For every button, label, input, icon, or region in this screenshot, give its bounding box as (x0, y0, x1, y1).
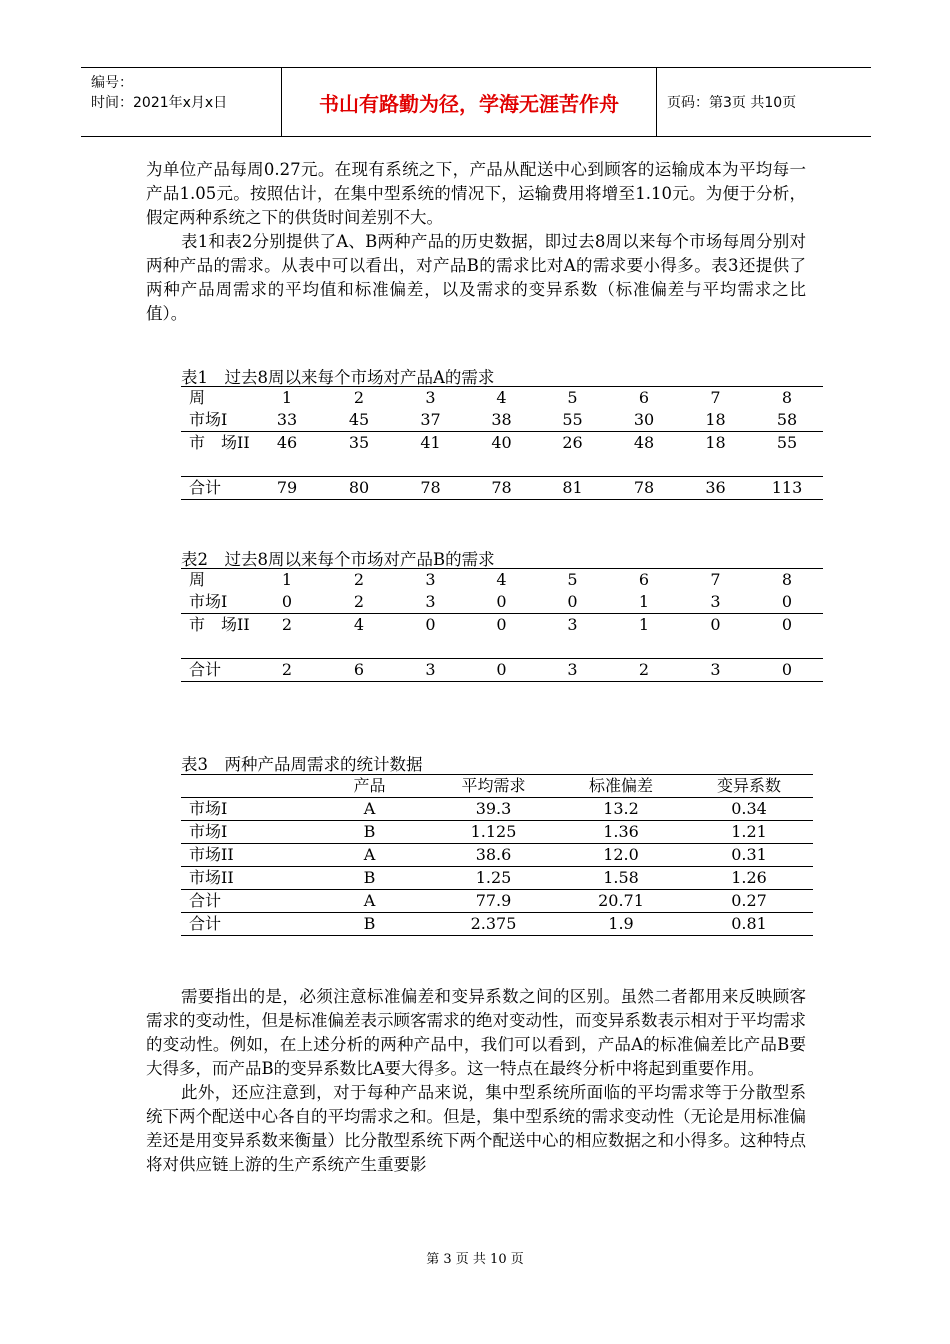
table2-cell: 4 (323, 614, 395, 659)
table2-cell: 0 (466, 659, 537, 682)
table2-cell: 3 (537, 614, 608, 659)
table1-row (181, 432, 823, 477)
table2-cell: 2 (608, 659, 680, 682)
table3-row (181, 913, 813, 936)
table3-cell: 1.125 (430, 821, 557, 844)
page-footer: 第 3 页 共 10 页 (426, 1252, 524, 1267)
table1-header-cell: 周 (181, 387, 251, 410)
header-slogan: 书山有路勤为径，学海无涯苦作舟 (282, 68, 657, 136)
table1-cell: 30 (608, 409, 680, 432)
table1-header-cell: 6 (608, 387, 680, 410)
table2-cell: 0 (395, 614, 466, 659)
body-text-top (146, 158, 806, 326)
table1-cell: 37 (395, 409, 466, 432)
table2-header-cell: 8 (751, 569, 823, 592)
table2-header-cell: 6 (608, 569, 680, 592)
table1-cell: 80 (323, 477, 395, 500)
table1-cell: 33 (251, 409, 323, 432)
table2-cell: 0 (680, 614, 751, 659)
table2-cell: 3 (395, 659, 466, 682)
table1-header-cell: 7 (680, 387, 751, 410)
paragraph-4: 此外，还应注意到，对于每种产品来说，集中型系统所面临的平均需求等于分散型系统下两个配送中心各自的平均需求之和。但是，集中型系统的需求变动性（无论是用标准偏差还是用变异系数来衡量）比分散型系统下两个配送中心的相应数据之和小得多。这种特点将对供应链上游的生产系统产生重要影 (146, 1083, 806, 1174)
table2-cell: 0 (751, 659, 823, 682)
table3-header-cell: 标准偏差 (557, 775, 685, 798)
table1-cell: 113 (751, 477, 823, 500)
table1-cell: 38 (466, 409, 537, 432)
table2 (181, 568, 823, 682)
table1-row (181, 409, 823, 432)
table3-cell: 0.34 (685, 798, 813, 821)
table3-cell: 0.27 (685, 890, 813, 913)
table2-cell: 3 (537, 659, 608, 682)
table2-caption: 表2 过去8周以来每个市场对产品B的需求 (181, 550, 495, 569)
header-meta (81, 68, 282, 136)
table3-cell: 市场I (181, 798, 309, 821)
table2-cell: 0 (466, 591, 537, 614)
table2-cell: 市场I (181, 591, 251, 614)
table2-row (181, 591, 823, 614)
table3-cell: 0.31 (685, 844, 813, 867)
table1-cell: 36 (680, 477, 751, 500)
table3-cell: 12.0 (557, 844, 685, 867)
table3-cell: 合计 (181, 913, 309, 936)
table1-cell: 58 (751, 409, 823, 432)
table3-header-cell (181, 775, 309, 798)
table1-caption: 表1 过去8周以来每个市场对产品A的需求 (181, 368, 495, 387)
paragraph-2: 表1和表2分别提供了A、B两种产品的历史数据，即过去8周以来每个市场每周分别对两种产品的需求。从表中可以看出，对产品B的需求比对A的需求要小得多。表3还提供了两种产品周需求的平均值和标准偏差，以及需求的变异系数（标准偏差与平均需求之比值）。 (146, 232, 806, 323)
table3-cell: A (309, 890, 430, 913)
table3 (181, 774, 813, 936)
table1-header-cell: 4 (466, 387, 537, 410)
table2-cell: 合计 (181, 659, 251, 682)
table2-cell: 1 (608, 591, 680, 614)
table1-cell: 26 (537, 432, 608, 477)
table3-cell: 77.9 (430, 890, 557, 913)
table1-cell: 78 (608, 477, 680, 500)
table1-cell: 46 (251, 432, 323, 477)
body-text-bottom (146, 985, 806, 1177)
table2-cell: 3 (680, 591, 751, 614)
table3-cell: B (309, 913, 430, 936)
table1 (181, 386, 823, 500)
table2-cell: 0 (537, 591, 608, 614)
table1-cell: 市场I (181, 409, 251, 432)
table3-row (181, 798, 813, 821)
table1-cell: 18 (680, 409, 751, 432)
table1-header-cell: 2 (323, 387, 395, 410)
table2-cell: 0 (751, 591, 823, 614)
table1-cell: 48 (608, 432, 680, 477)
table2-header-row (181, 569, 823, 592)
table3-cell: 市场II (181, 867, 309, 890)
paragraph-3: 需要指出的是，必须注意标准偏差和变异系数之间的区别。虽然二者都用来反映顾客需求的变动性，但是标准偏差表示顾客需求的绝对变动性，而变异系数表示相对于平均需求的变动性。例如，在上述分析的两种产品中，我们可以看到，产品A的标准偏差比产品B要大得多，而产品B的变异系数比A要大得多。这一特点在最终分析中将起到重要作用。 (146, 987, 806, 1078)
table3-cell: 38.6 (430, 844, 557, 867)
table2-cell: 市 场II (181, 614, 251, 659)
table1-header-cell: 8 (751, 387, 823, 410)
table2-header-cell: 2 (323, 569, 395, 592)
table3-cell: 1.58 (557, 867, 685, 890)
header-date: 时间：2021年x月x日 (91, 95, 228, 111)
table3-header-cell: 变异系数 (685, 775, 813, 798)
table3-cell: 13.2 (557, 798, 685, 821)
table3-cell: 1.21 (685, 821, 813, 844)
table1-header-row (181, 387, 823, 410)
table1-cell: 55 (751, 432, 823, 477)
table3-header-row (181, 775, 813, 798)
table2-header-cell: 7 (680, 569, 751, 592)
table3-row (181, 844, 813, 867)
table3-cell: 1.9 (557, 913, 685, 936)
table2-header-cell: 5 (537, 569, 608, 592)
table2-cell: 0 (751, 614, 823, 659)
table2-header-cell: 3 (395, 569, 466, 592)
table3-header-cell: 产品 (309, 775, 430, 798)
table3-cell: 0.81 (685, 913, 813, 936)
header-page-info: 页码：第3页 共10页 (667, 95, 797, 111)
table3-cell: 1.36 (557, 821, 685, 844)
table3-cell: B (309, 821, 430, 844)
table1-cell: 18 (680, 432, 751, 477)
table3-cell: 39.3 (430, 798, 557, 821)
table2-row (181, 659, 823, 682)
table2-cell: 0 (466, 614, 537, 659)
table3-cell: 市场I (181, 821, 309, 844)
table1-header-cell: 1 (251, 387, 323, 410)
table3-cell: 1.26 (685, 867, 813, 890)
table3-cell: A (309, 798, 430, 821)
table1-cell: 78 (395, 477, 466, 500)
paragraph-1: 为单位产品每周0.27元。在现有系统之下，产品从配送中心到顾客的运输成本为平均每一产品1.05元。按照估计，在集中型系统的情况下，运输费用将增至1.10元。为便于分析，假定两种系统之下的供货时间差别不大。 (146, 160, 806, 227)
table2-header-cell: 1 (251, 569, 323, 592)
table2-header-cell: 周 (181, 569, 251, 592)
table2-header-cell: 4 (466, 569, 537, 592)
table3-cell: 合计 (181, 890, 309, 913)
table3-caption: 表3 两种产品周需求的统计数据 (181, 755, 423, 774)
table1-header-cell: 3 (395, 387, 466, 410)
table1-cell: 78 (466, 477, 537, 500)
table1-row (181, 477, 823, 500)
table1-cell: 40 (466, 432, 537, 477)
table1-cell: 41 (395, 432, 466, 477)
table1-cell: 市 场II (181, 432, 251, 477)
table2-cell: 3 (395, 591, 466, 614)
table2-cell: 3 (680, 659, 751, 682)
table1-cell: 45 (323, 409, 395, 432)
table2-row (181, 614, 823, 659)
table3-row (181, 821, 813, 844)
table1-cell: 79 (251, 477, 323, 500)
table1-cell: 55 (537, 409, 608, 432)
table1-header-cell: 5 (537, 387, 608, 410)
table3-cell: 市场II (181, 844, 309, 867)
table3-row (181, 890, 813, 913)
table1-cell: 35 (323, 432, 395, 477)
header-number: 编号： (91, 75, 133, 91)
table1-cell: 合计 (181, 477, 251, 500)
table3-cell: 2.375 (430, 913, 557, 936)
table3-cell: 20.71 (557, 890, 685, 913)
page-header (81, 67, 871, 137)
table3-cell: A (309, 844, 430, 867)
table2-cell: 0 (251, 591, 323, 614)
table2-cell: 6 (323, 659, 395, 682)
table2-cell: 1 (608, 614, 680, 659)
table3-cell: B (309, 867, 430, 890)
table3-header-cell: 平均需求 (430, 775, 557, 798)
table1-cell: 81 (537, 477, 608, 500)
table2-cell: 2 (251, 659, 323, 682)
table3-cell: 1.25 (430, 867, 557, 890)
table2-cell: 2 (251, 614, 323, 659)
table3-row (181, 867, 813, 890)
table2-cell: 2 (323, 591, 395, 614)
